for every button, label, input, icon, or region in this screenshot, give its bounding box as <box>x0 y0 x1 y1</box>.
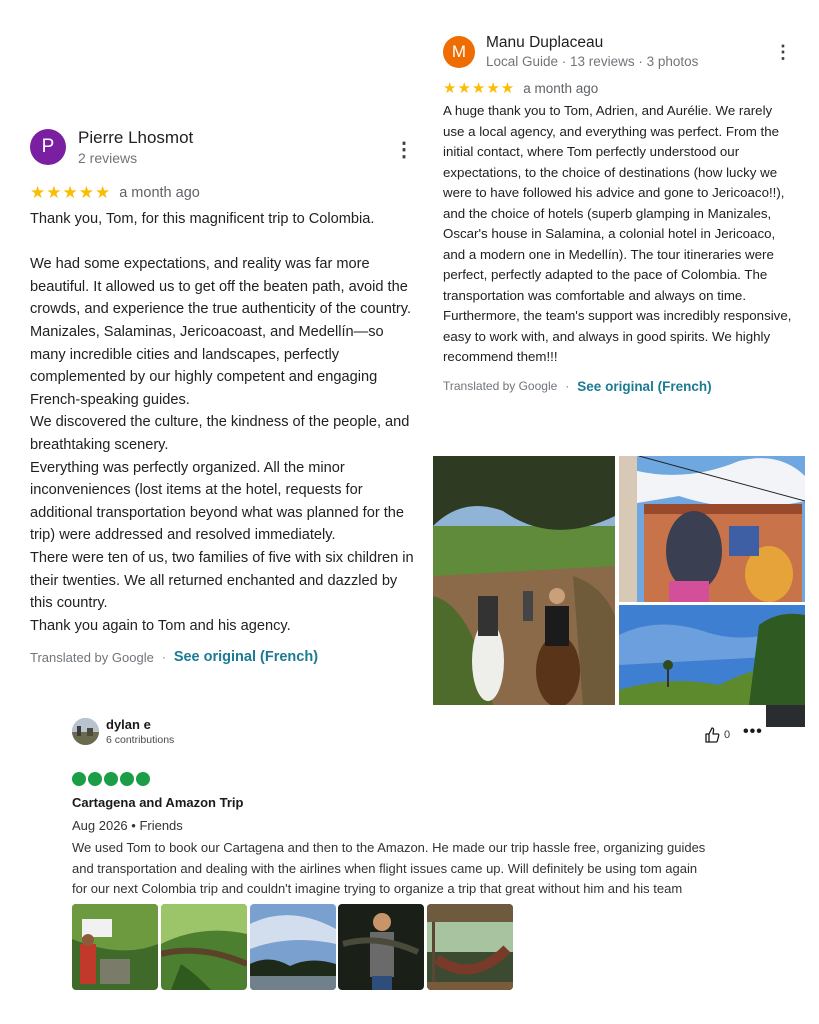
translated-label: Translated by Google <box>443 379 558 393</box>
review-text-line: We used Tom to book our Cartagena and then to the Amazon. He made our trip hassle free, organizing guides <box>72 840 706 855</box>
photo-green-hills[interactable] <box>619 605 805 705</box>
photo-horse-trail[interactable] <box>433 456 615 705</box>
avatar[interactable]: P <box>30 129 66 165</box>
review-card-pierre <box>30 128 415 665</box>
reviewer-contributions: 6 contributions <box>106 734 175 746</box>
review-date: Aug 2026 • Friends <box>72 818 183 833</box>
review-text-line: for our next Colombia trip and couldn't imagine trying to organize a trip that great without him and his team <box>72 881 683 897</box>
see-original-link[interactable]: See original (French) <box>173 649 319 666</box>
separator-dot: · <box>161 650 166 665</box>
rating-bubble <box>120 772 134 786</box>
reviewer-name[interactable]: Manu Duplaceau <box>486 34 604 51</box>
star-rating: ★★★★★ <box>443 80 516 97</box>
reviewer-subtitle: Local Guide · 13 reviews · 3 photos <box>486 54 699 69</box>
separator-dot: · <box>565 379 570 393</box>
photo-street-mural[interactable] <box>619 456 805 602</box>
more-options-icon[interactable]: ••• <box>743 723 763 740</box>
avatar[interactable] <box>72 718 99 745</box>
review-text: A huge thank you to Tom, Adrien, and Aurélie. We rarely use a local agency, and everything was perfect. From the initial contact, where Tom perfectly understood our expectations, to the choice of destinations (how lucky we were to have followed his advice and gone to Jericoaco!!), and the choice of hotels (superb glamping in Manizales, Oscar's house in Salamina, a colonial hotel in Jericoaco, and a modern one in Medellín). The tour itineraries were perfect, perfectly adapted to the pace of Colombia. The transportation was comfortable and always on time. Furthermore, the team's support was incredibly responsive, easy to work with, and always in good spirits. We highly recommend them!!! <box>443 103 792 364</box>
rating-bubble <box>104 772 118 786</box>
star-rating: ★★★★★ <box>30 183 112 202</box>
review-text-line: and transportation and dealing with the airlines when flight issues came up. Will definitely be using tom again <box>72 860 698 876</box>
translated-label: Translated by Google <box>30 649 154 665</box>
rating-bubble <box>88 772 102 786</box>
tripadvisor-review <box>72 717 772 900</box>
review-text <box>72 838 772 900</box>
reviewer-subtitle: 2 reviews <box>78 150 138 166</box>
see-original-link[interactable]: See original (French) <box>577 378 712 394</box>
review-date: a month ago <box>119 185 200 201</box>
rating-bubble <box>136 772 150 786</box>
more-options-icon[interactable]: ⋮ <box>774 42 792 62</box>
review-card-manu <box>443 34 798 394</box>
thumbs-up-icon[interactable] <box>704 727 720 743</box>
rating-bubble <box>72 772 86 786</box>
bubble-rating <box>72 772 772 786</box>
helpful-vote[interactable] <box>704 727 730 743</box>
review-date: a month ago <box>523 80 599 96</box>
review-photo-thumb[interactable] <box>338 904 424 990</box>
review-text: Thank you, Tom, for this magnificent trip to Colombia. We had some expectations, and reality was far more beautiful. It allowed us to get off the beaten path, avoid the crowds, and experience the true authenticity of the country. Manizales, Salaminas, Jericoacoast, and Medellín—so many incredible cities and landscapes, perfectly complemented by our highly competent and engaging French-speaking guides. We discovered the culture, the kindness of the people, and breathtaking scenery. Everything was perfectly organized. All the minor inconveniences (lost items at the hotel, requests for additional transportation beyond what was planned for the trip) were addressed and resolved immediately. There were ten of us, two families of five with six children in their twenties. We all returned enchanted and dazzled by this country. Thank you again to Tom and his agency. <box>30 211 414 634</box>
reviewer-name[interactable]: dylan e <box>106 717 151 732</box>
review-photo-thumb[interactable] <box>427 904 513 990</box>
review-photo-thumb[interactable] <box>161 904 247 990</box>
reviewer-name[interactable]: Pierre Lhosmot <box>78 128 194 147</box>
review-photo-thumb[interactable] <box>250 904 336 990</box>
more-options-icon[interactable]: ⋮ <box>394 139 414 161</box>
review-title[interactable]: Cartagena and Amazon Trip <box>72 795 244 810</box>
helpful-count: 0 <box>724 729 731 741</box>
avatar[interactable]: M <box>443 36 475 68</box>
review-photo-thumb[interactable] <box>72 904 158 990</box>
